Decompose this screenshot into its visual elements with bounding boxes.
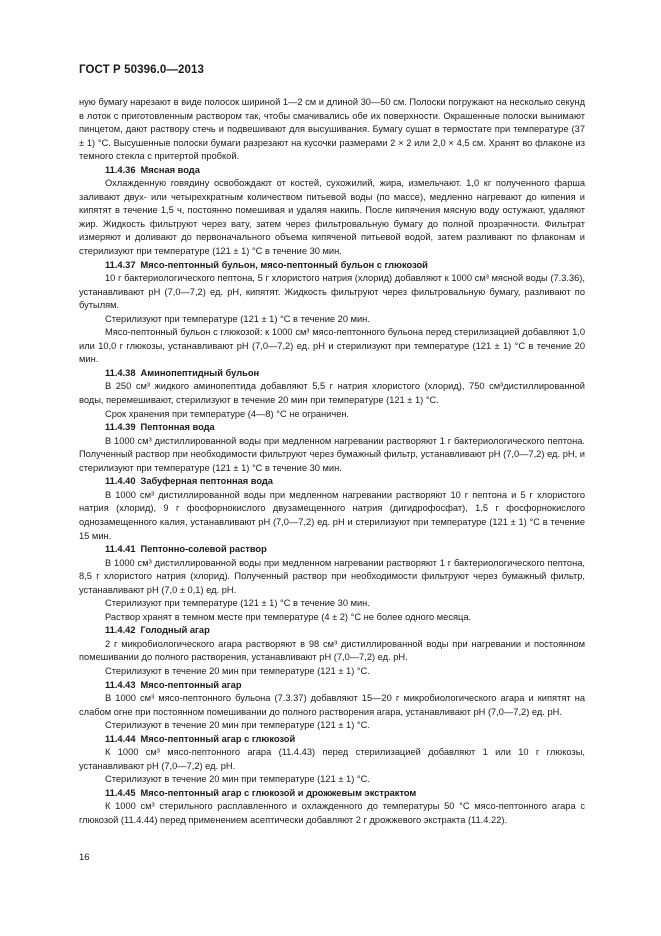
- paragraph: К 1000 см³ стерильного расплавленного и охлажденного до температуры 50 °С мясо-пептонного агара с глюкозой (11.4.44) перед применением асептически добавляют 2 г дрожжевого экстракта (11.4.22).: [79, 801, 585, 825]
- paragraph: Раствор хранят в темном месте при температуре (4 ± 2) °С не более одного месяца.: [105, 611, 472, 622]
- paragraph: 2 г микробиологического агара растворяют в 98 см³ дистиллированной воды при нагревании и постоянном помешивании до полного растворения, устанавливают pH (7,0—7,2) ед. pH.: [79, 638, 585, 663]
- section-number: 11.4.41: [105, 544, 136, 555]
- section-title: Забуферная пептонная вода: [140, 476, 273, 487]
- page-number: 16: [79, 852, 90, 863]
- paragraph: ную бумагу нарезают в виде полосок шириной 1—2 см и длиной 30—50 см. Полоски погружают на несколько секунд в лоток с приготовленным раствором так, чтобы смачивались обе их поверхности. Окрашенные полоски вынимают пинцетом, дают раствору стечь и подвешивают для высушивания. Бумагу сушат в термостате при температуре (37 ± 1) °С. Высушенные полоски бумаги разрезают на кусочки размерами 2 × 2 или 2,0 × 4,5 см. Хранят во флаконе из темного стекла с притертой пробкой.: [79, 97, 586, 162]
- section-number: 11.4.42: [105, 625, 136, 636]
- section-title: Пептонно-солевой раствор: [140, 544, 267, 555]
- paragraph: В 1000 см³ дистиллированной воды при медленном нагревании растворяют 10 г пептона и 5 г хлористого натрия (хлорид), 9 г фосфорнокислого двузамещенного натрия (дигидрофосфат), 1,5 г фосфорнокислого однозамещенного калия, устанавливают pH (7,0—7,2) ед. pH и стерилизуют при температуре (121 ± 1) °С в течение 15 мин.: [79, 489, 585, 541]
- section-number: 11.4.39: [105, 422, 136, 433]
- section-number: 11.4.38: [105, 367, 136, 378]
- section-title: Мясо-пептонный агар с глюкозой и дрожжевым экстрактом: [140, 787, 417, 798]
- section-number: 11.4.37: [105, 259, 136, 270]
- section-title: Аминопептидный бульон: [140, 367, 260, 378]
- paragraph: Стерилизуют в течение 20 мин при температуре (121 ± 1) °С.: [105, 665, 370, 676]
- section-heading: [79, 421, 585, 435]
- section-number: 11.4.40: [105, 476, 136, 487]
- section-title: Мясо-пептонный бульон, мясо-пептонный бульон с глюкозой: [140, 259, 428, 270]
- document-header: ГОСТ Р 50396.0—2013: [79, 64, 204, 76]
- section-title: Мясная вода: [140, 164, 200, 175]
- section-heading: [79, 475, 585, 489]
- paragraph: Охлажденную говядину освобождают от костей, сухожилий, жира, измельчают. 1,0 кг полученного фарша заливают двух- или четырехкратным количеством питьевой воды (по массе), медленно нагревают до кипения и кипятят в течение 1,5 ч, постоянно помешивая и удаляя накипь. После кипячения мясную воду остужают, удаляют жир. Жидкость фильтруют через вату, затем через фильтровальную бумагу до полной прозрачности. Фильтрат измеряют и доливают до первоначального объема кипяченой питьевой водой, затем разливают по флаконам и стерилизуют при температуре (121 ± 1) °С в течение 30 мин.: [79, 178, 585, 257]
- paragraph: 10 г бактериологического пептона, 5 г хлористого натрия (хлорид) добавляют к 1000 см³ мясной воды (7.3.36), устанавливают pH (7,0—7,2) ед. pH, кипятят. Жидкость фильтруют через фильтровальную бумагу, разливают по бутылям.: [79, 273, 585, 311]
- section-number: 11.4.45: [105, 787, 136, 798]
- paragraph: В 1000 см³ дистиллированной воды при медленном нагревании растворяют 1 г бактериологического пептона, 8,5 г хлористого натрия (хлорид). Полученный раствор при необходимости фильтруют через бумажный фильтр, устанавливают pH (7,0 ± 0,1) ед. pH.: [79, 557, 585, 595]
- document-body: [79, 96, 585, 828]
- paragraph: Срок хранения при температуре (4—8) °С не ограничен.: [105, 408, 350, 419]
- paragraph: Стерилизуют в течение 20 мин при температуре (121 ± 1) °С.: [105, 774, 370, 785]
- section-heading: [79, 543, 585, 557]
- section-heading: [79, 259, 585, 273]
- paragraph: Стерилизуют при температуре (121 ± 1) °С в течение 30 мин.: [105, 598, 370, 609]
- paragraph: Стерилизуют при температуре (121 ± 1) °С в течение 20 мин.: [105, 313, 370, 324]
- section-title: Мясо-пептонный агар с глюкозой: [140, 733, 296, 744]
- section-heading: [79, 679, 585, 693]
- section-number: 11.4.36: [105, 164, 136, 175]
- section-title: Мясо-пептонный агар: [140, 679, 242, 690]
- section-heading: [79, 624, 585, 638]
- paragraph: Мясо-пептонный бульон с глюкозой: к 1000 см³ мясо-пептонного бульона перед стерилизацией добавляют 1,0 или 10,0 г глюкозы, устанавливают pH (7,0—7,2) ед. pH и стерилизуют при температуре (121 ± 1) °С в течение 20 мин.: [79, 327, 585, 365]
- paragraph: В 250 см³ жидкого аминопептида добавляют 5,5 г натрия хлористого (хлорид), 750 см³дистиллированной воды, перемешивают, стерилизуют в течение 20 мин при температуре (121 ± 1) °С.: [79, 381, 585, 406]
- section-heading: [79, 164, 585, 178]
- paragraph: К 1000 см³ мясо-пептонного агара (11.4.43) перед стерилизацией добавляют 1 или 10 г глюкозы, устанавливают pH (7,0—7,2) ед. pH.: [79, 747, 585, 771]
- section-heading: [79, 733, 585, 747]
- section-heading: [79, 367, 585, 381]
- section-title: Пептонная вода: [140, 422, 215, 433]
- paragraph: В 1000 см³ мясо-пептонного бульона (7.3.37) добавляют 15—20 г микробиологического агара и кипятят на слабом огне при постоянном помешивании до полного растворения агара, устанавливают pH (7,0—7,2) ед. pH.: [79, 693, 585, 717]
- section-number: 11.4.44: [105, 733, 136, 744]
- section-number: 11.4.43: [105, 679, 136, 690]
- paragraph: В 1000 см³ дистиллированной воды при медленном нагревании растворяют 1 г бактериологического пептона. Полученный раствор при необходимости фильтруют через бумажный фильтр, устанавливают pH (7,0—7,2) ед. pH, и стерилизуют при температуре (121 ± 1) °С в течение 30 мин.: [79, 435, 585, 473]
- section-title: Голодный агар: [140, 625, 210, 636]
- paragraph: Стерилизуют в течение 20 мин при температуре (121 ± 1) °С.: [105, 720, 370, 731]
- section-heading: [79, 787, 585, 801]
